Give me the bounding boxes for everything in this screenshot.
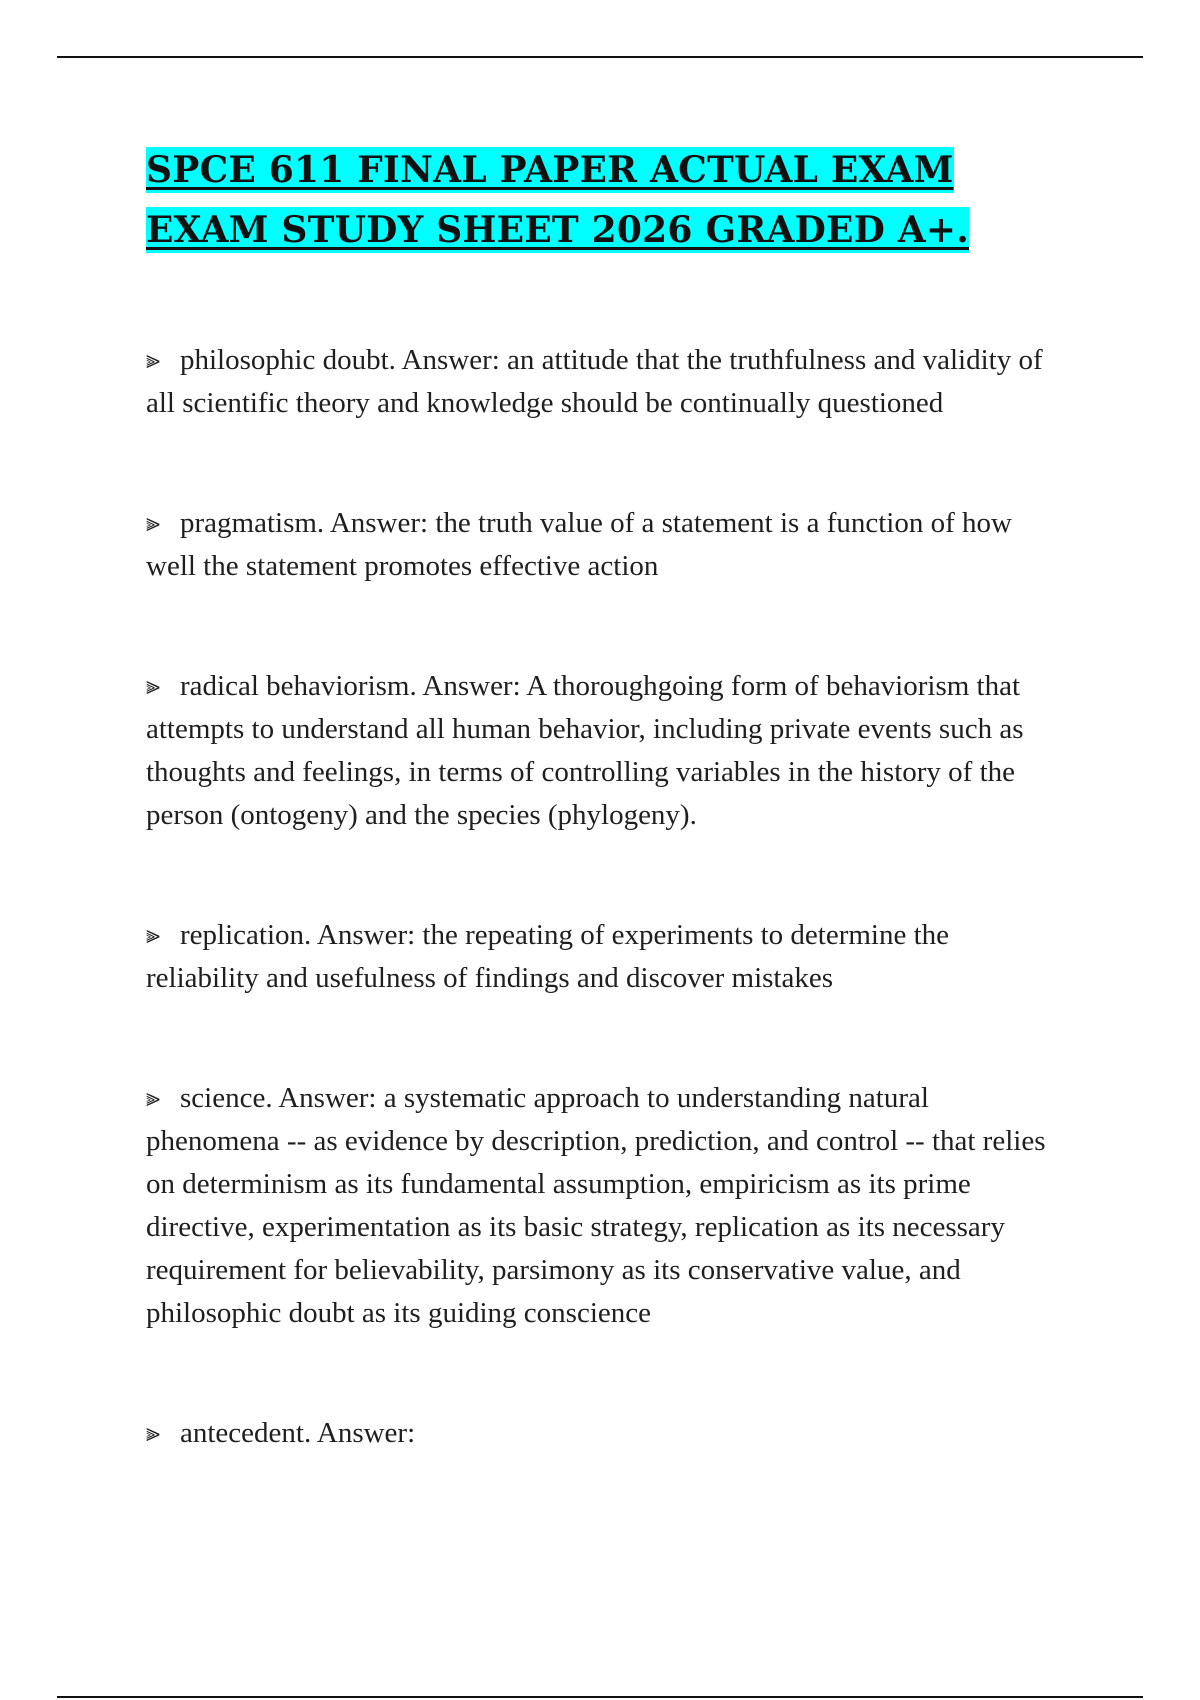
entry-text: pragmatism. Answer: the truth value of a statement is a function of how well the statement promotes effective action xyxy=(146,507,1012,582)
flashcard-list xyxy=(146,338,1066,1455)
arrow-bullet-icon: ⫸ xyxy=(146,920,161,949)
flashcard-entry-antecedent xyxy=(146,1411,1066,1455)
entry-text: science. Answer: a systematic approach to understanding natural phenomena -- as evidence by description, prediction, and control -- that relies on determinism as its fundamental assumption, empiricism as its prime directive, experimentation as its basic strategy, replication as its necessary requirement for believability, parsimony as its conservative value, and philosophic doubt as its guiding conscience xyxy=(146,1082,1046,1329)
flashcard-entry-philosophic-doubt xyxy=(146,338,1066,425)
arrow-bullet-icon: ⫸ xyxy=(146,345,161,374)
document-title-text: SPCE 611 FINAL PAPER ACTUAL EXAM EXAM STUDY SHEET 2026 GRADED A+. xyxy=(146,149,970,251)
arrow-bullet-icon: ⫸ xyxy=(146,671,161,700)
bottom-rule xyxy=(57,1696,1143,1698)
top-rule xyxy=(57,56,1143,58)
document-title xyxy=(146,140,1066,260)
entry-text: replication. Answer: the repeating of experiments to determine the reliability and usefulness of findings and discover mistakes xyxy=(146,919,950,994)
entry-text: philosophic doubt. Answer: an attitude that the truthfulness and validity of all scientific theory and knowledge should be continually questioned xyxy=(146,344,1043,419)
flashcard-entry-replication xyxy=(146,913,1066,1000)
arrow-bullet-icon: ⫸ xyxy=(146,508,161,537)
flashcard-entry-pragmatism xyxy=(146,501,1066,588)
flashcard-entry-science xyxy=(146,1076,1066,1335)
flashcard-entry-radical-behaviorism xyxy=(146,664,1066,837)
arrow-bullet-icon: ⫸ xyxy=(146,1083,161,1112)
entry-text: antecedent. Answer: xyxy=(180,1417,416,1449)
entry-text: radical behaviorism. Answer: A thoroughgoing form of behaviorism that attempts to understand all human behavior, including private events such as thoughts and feelings, in terms of controlling variables in the history of the person (ontogeny) and the species (phylogeny). xyxy=(146,670,1024,831)
arrow-bullet-icon: ⫸ xyxy=(146,1418,161,1447)
